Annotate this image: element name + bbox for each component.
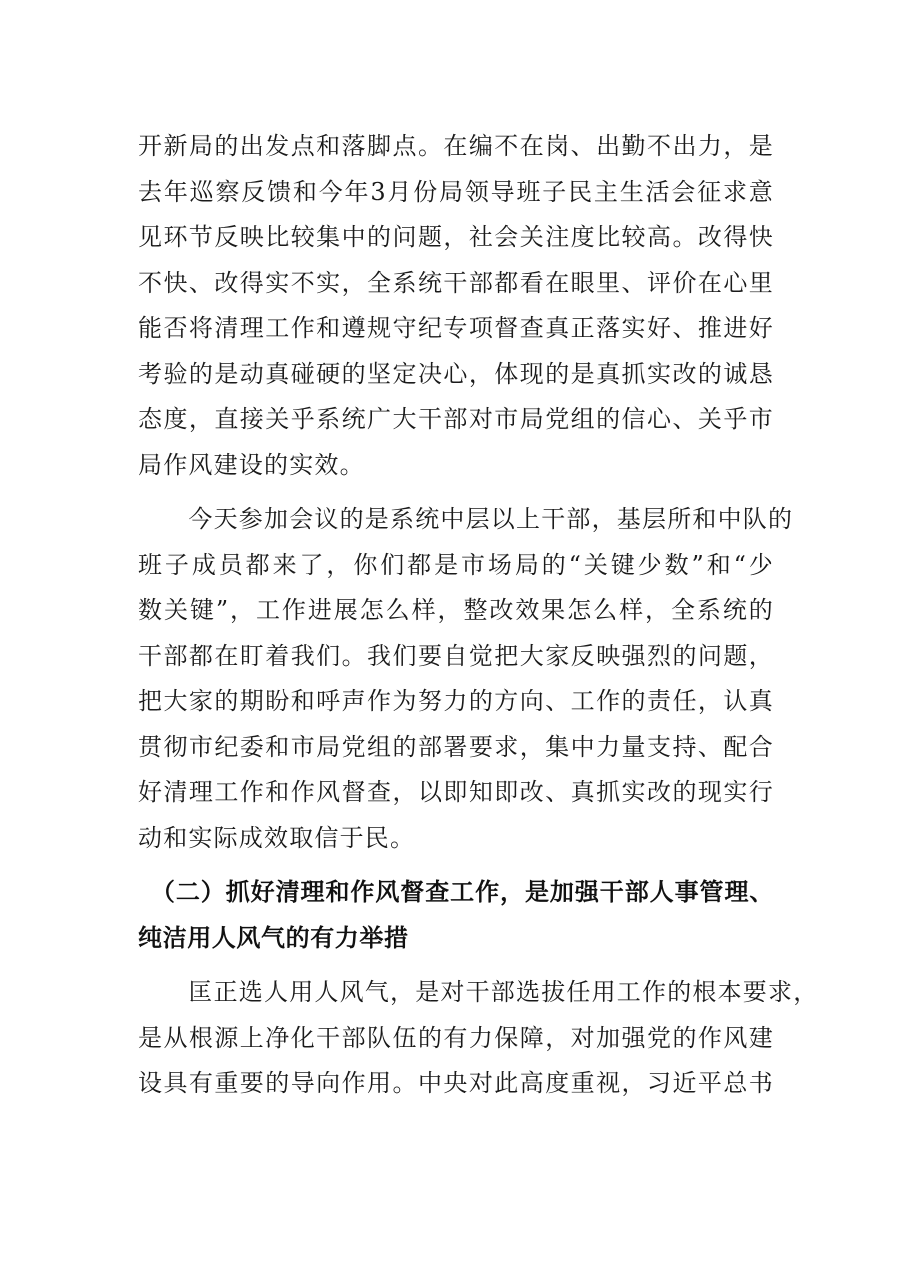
section-heading xyxy=(138,870,774,961)
text-line: 不快、改得实不实，全系统干部都看在眼里、评价在心里 xyxy=(138,268,774,297)
text-line: 好清理工作和作风督查，以即知即改、真抓实改的现实行 xyxy=(138,778,774,806)
text-line: 态度，直接关乎系统广大干部对市局党组的信心、关乎市 xyxy=(138,405,774,433)
paragraph-2 xyxy=(138,497,794,861)
text-line: 干部都在盯着我们。我们要自觉把大家反映强烈的问题， xyxy=(138,641,774,670)
paragraph-1 xyxy=(138,124,774,488)
text-line: 动和实际成效取信于民。 xyxy=(138,823,416,852)
heading-line: 纯洁用人风气的有力举措 xyxy=(138,923,409,952)
text-line: 匡正选人用人风气，是对干部选拔任用工作的根本要求， xyxy=(138,978,819,1006)
document-body xyxy=(138,124,819,1107)
text-line: 见环节反映比较集中的问题，社会关注度比较高。改得快 xyxy=(138,223,774,251)
text-line: 是从根源上净化干部队伍的有力保障，对加强党的作风建 xyxy=(138,1023,774,1052)
heading-line: （二）抓好清理和作风督查工作，是加强干部人事管理、 xyxy=(138,878,774,906)
text-line: 去年巡察反馈和今年3月份局领导班子民主生活会征求意 xyxy=(138,177,774,206)
text-line: 开新局的出发点和落脚点。在编不在岗、出勤不出力，是 xyxy=(138,132,774,160)
text-line: 设具有重要的导向作用。中央对此高度重视，习近平总书 xyxy=(138,1069,774,1097)
text-line: 数关键”，工作进展怎么样，整改效果怎么样，全系统的 xyxy=(138,596,774,624)
text-line: 把大家的期盼和呼声作为努力的方向、工作的责任，认真 xyxy=(138,687,774,715)
text-line: 今天参加会议的是系统中层以上干部，基层所和中队的 xyxy=(138,505,794,533)
text-line: 班子成员都来了，你们都是市场局的“关键少数”和“少 xyxy=(138,550,774,579)
text-line: 考验的是动真碰硬的坚定决心，体现的是真抓实改的诚恳 xyxy=(138,359,774,388)
paragraph-3 xyxy=(138,970,819,1107)
text-line: 能否将清理工作和遵规守纪专项督查真正落实好、推进好 xyxy=(138,314,774,342)
text-line: 贯彻市纪委和市局党组的部署要求，集中力量支持、配合 xyxy=(138,732,774,761)
text-line: 局作风建设的实效。 xyxy=(138,450,365,479)
